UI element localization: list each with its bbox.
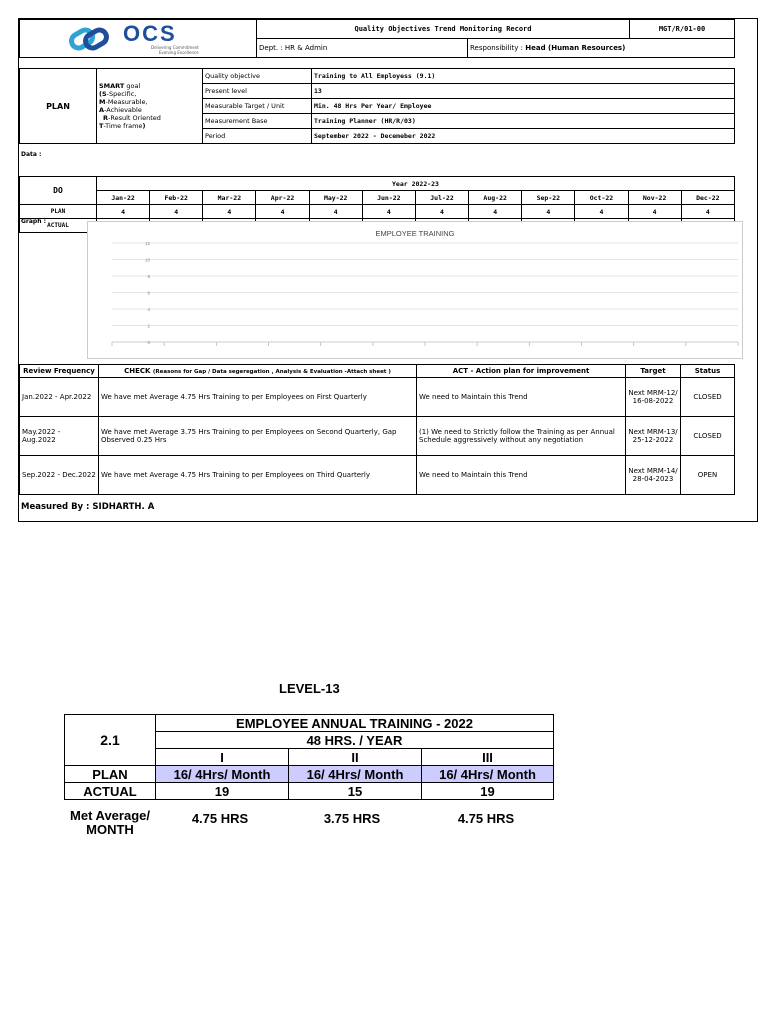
plan-value-cell: 4 (150, 205, 203, 219)
month-header: Oct-22 (575, 191, 628, 205)
review-act: (1) We need to Strictly follow the Training as per Annual Schedule aggressively without any negotiation (417, 417, 626, 456)
responsibility-label: Responsibility : (470, 44, 526, 52)
y-tick-label: 0 (147, 340, 150, 345)
logo-cell (20, 20, 257, 58)
do-label: DO (20, 177, 97, 205)
logo-text: OCS (123, 21, 177, 46)
review-check: We have met Average 3.75 Hrs Training to per Employees on Second Quarterly, Gap Observed 0.25 Hrs (99, 417, 417, 456)
review-status: CLOSED (681, 378, 735, 417)
code-cell: 2.1 (65, 715, 156, 766)
act-header (417, 365, 626, 378)
review-status: OPEN (681, 456, 735, 495)
review-check: We have met Average 4.75 Hrs Training to per Employees on First Quarterly (99, 378, 417, 417)
month-header: Jan-22 (97, 191, 150, 205)
plan-value-cell: 4 (97, 205, 150, 219)
plan-value: Min. 48 Hrs Per Year/ Employee (312, 99, 735, 114)
status-header: Status (681, 365, 735, 378)
review-row (20, 456, 735, 495)
month-header: Apr-22 (256, 191, 309, 205)
lower-plan-value: 16/ 4Hrs/ Month (422, 766, 554, 783)
plan-row-label: PLAN (20, 205, 97, 219)
act-header-bold: ACT - (452, 367, 474, 375)
department: Dept. : HR & Admin (257, 39, 468, 58)
y-tick-label: 4 (147, 307, 150, 312)
graph-label: Graph : (21, 218, 46, 225)
met-label-line-1: Met Average/ (70, 808, 150, 823)
review-freq-header: Review Frequency (20, 365, 99, 378)
lower-plan-value: 16/ 4Hrs/ Month (289, 766, 422, 783)
annual-training-table (64, 714, 554, 800)
page-title: Quality Objectives Trend Monitoring Record (257, 20, 630, 39)
y-tick-label: 2 (147, 323, 150, 329)
actual-row-label: ACTUAL (20, 219, 97, 233)
plan-value-cell: 4 (681, 205, 734, 219)
month-header: May-22 (309, 191, 362, 205)
y-tick-label: 12 (144, 241, 150, 246)
year-label: Year 2022-23 (97, 177, 735, 191)
plan-value-cell: 4 (309, 205, 362, 219)
plan-key: Measurable Target / Unit (203, 99, 312, 114)
month-header: Mar-22 (203, 191, 256, 205)
annual-subtitle: 48 HRS. / YEAR (156, 732, 554, 749)
review-row (20, 417, 735, 456)
smart-1-bold: SMART (99, 82, 125, 90)
smart-goal (97, 69, 203, 144)
plan-value-cell: 4 (469, 205, 522, 219)
lower-actual-value: 19 (422, 783, 554, 800)
smart-6: -Time frame (103, 122, 143, 130)
plan-value-cell: 4 (362, 205, 415, 219)
review-target: Next MRM-13/ 25-12-2022 (626, 417, 681, 456)
header-table (19, 19, 735, 58)
y-tick-label: 6 (147, 290, 150, 296)
smart-4-bold: A (99, 106, 105, 114)
logo-tagline-1: Delivering Commitment (151, 45, 199, 50)
check-header (99, 365, 417, 378)
plan-value: Training to All Employess (9.1) (312, 69, 735, 84)
lower-plan-label: PLAN (65, 766, 156, 783)
plan-value-cell: 4 (203, 205, 256, 219)
month-header: Aug-22 (469, 191, 522, 205)
review-row (20, 378, 735, 417)
lower-actual-value: 15 (289, 783, 422, 800)
month-header: Dec-22 (681, 191, 734, 205)
review-freq: May.2022 - Aug.2022 (20, 417, 99, 456)
lower-actual-value: 19 (156, 783, 289, 800)
review-target: Next MRM-12/ 16-08-2022 (626, 378, 681, 417)
review-freq: Jan.2022 - Apr.2022 (20, 378, 99, 417)
month-header: Feb-22 (150, 191, 203, 205)
lower-actual-label: ACTUAL (65, 783, 156, 800)
review-check: We have met Average 4.75 Hrs Training to per Employees on Third Quarterly (99, 456, 417, 495)
review-freq: Sep.2022 - Dec.2022 (20, 456, 99, 495)
month-header: Sep-22 (522, 191, 575, 205)
chart-area (87, 221, 743, 359)
review-table (19, 364, 735, 495)
smart-3-bold: M (99, 98, 106, 106)
annual-title: EMPLOYEE ANNUAL TRAINING - 2022 (156, 715, 554, 732)
employee-training-chart (88, 222, 742, 358)
plan-key: Measurement Base (203, 114, 312, 129)
plan-value-cell: 4 (256, 205, 309, 219)
smart-3: -Measurable, (105, 98, 148, 106)
quarter-header: III (422, 749, 554, 766)
quarter-header: I (156, 749, 289, 766)
smart-1: goal (124, 82, 141, 90)
met-label-line-2: MONTH (86, 822, 134, 837)
met-average-value: 4.75 HRS (457, 811, 515, 826)
y-tick-label: 8 (147, 274, 150, 279)
data-label: Data : (21, 151, 42, 158)
quarter-header: II (289, 749, 422, 766)
smart-2-bold: (S (99, 90, 107, 98)
logo-tagline-2: Evolving Excellence (159, 50, 199, 55)
review-act: We need to Maintain this Trend (417, 456, 626, 495)
smart-6-close: ) (142, 122, 146, 130)
review-act: We need to Maintain this Trend (417, 378, 626, 417)
y-tick-label: 10 (144, 257, 150, 263)
smart-4: -Achievable (104, 106, 142, 114)
plan-label: PLAN (20, 69, 97, 144)
record-sheet (18, 18, 758, 522)
plan-table (19, 68, 735, 144)
check-header-bold: CHECK (124, 367, 151, 375)
lower-plan-value: 16/ 4Hrs/ Month (156, 766, 289, 783)
plan-value-cell: 4 (522, 205, 575, 219)
plan-key: Present level (203, 84, 312, 99)
target-header: Target (626, 365, 681, 378)
month-header: Jun-22 (362, 191, 415, 205)
smart-6-bold: T (99, 122, 104, 130)
check-header-note: (Reasons for Gap / Data segeregation , Analysis & Evaluation -Attach sheet ) (152, 369, 391, 375)
review-status: CLOSED (681, 417, 735, 456)
month-header: Jul-22 (415, 191, 468, 205)
smart-5: -Result Oriented (108, 114, 161, 122)
plan-row (20, 205, 735, 219)
plan-key: Quality objective (203, 69, 312, 84)
doc-number: MGT/R/01-00 (630, 20, 735, 39)
plan-value-cell: 4 (575, 205, 628, 219)
met-average-value: 3.75 HRS (323, 811, 381, 826)
smart-5-bold: R (103, 114, 109, 122)
act-header-note: Action plan for improvement (475, 367, 590, 375)
review-target: Next MRM-14/ 28-04-2023 (626, 456, 681, 495)
plan-value: September 2022 - Decemeber 2022 (312, 129, 735, 144)
plan-value: 13 (312, 84, 735, 99)
plan-value: Training Planner (HR/R/03) (312, 114, 735, 129)
plan-value-cell: 4 (628, 205, 681, 219)
month-header: Nov-22 (628, 191, 681, 205)
plan-key: Period (203, 129, 312, 144)
met-average-value: 4.75 HRS (191, 811, 249, 826)
met-average-label (62, 809, 158, 837)
responsibility (468, 39, 735, 58)
responsibility-value: Head (Human Resources) (525, 44, 626, 52)
chart-title: EMPLOYEE TRAINING (375, 229, 455, 238)
plan-value-cell: 4 (415, 205, 468, 219)
smart-2: -Specific, (106, 90, 137, 98)
measured-by: Measured By : SIDHARTH. A (21, 502, 155, 512)
level-heading: LEVEL-13 (279, 681, 340, 696)
month-row (20, 191, 735, 205)
